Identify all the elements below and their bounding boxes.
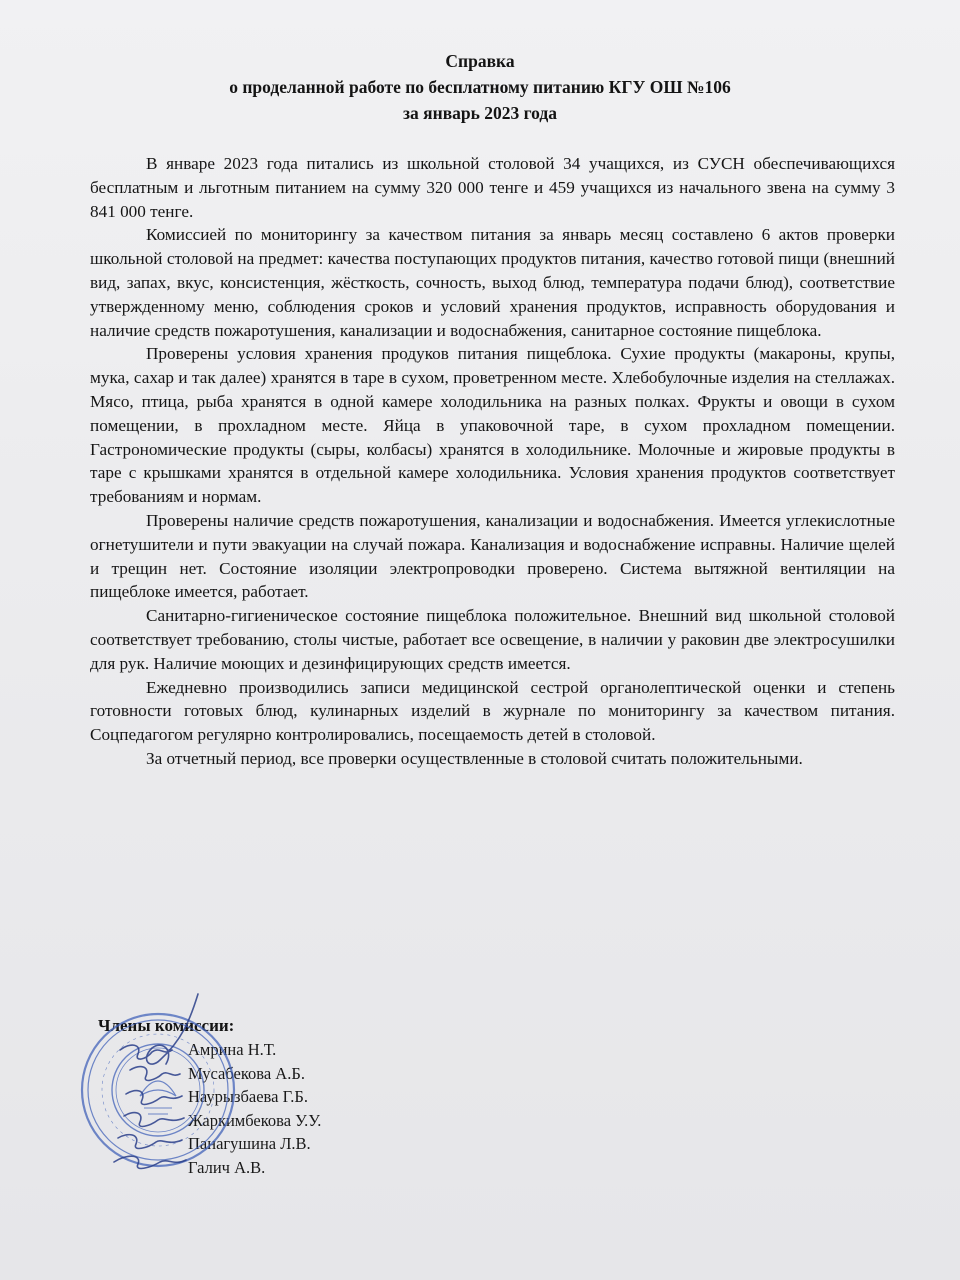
member-name: Мусабекова А.Б. xyxy=(188,1063,305,1083)
paragraph-daily-records: Ежедневно производились записи медицинской сестрой органолептической оценки и степень готовности готовых блюд, кулинарных изделий в журнале по мониторингу за качеством питания. Соцпедагогом регулярно контролировались, посещаемость детей в столовой. xyxy=(90,677,895,745)
paragraph-storage-conditions: Проверены условия хранения продуков питания пищеблока. Сухие продукты (макароны, крупы, мука, сахар и так далее) хранятся в таре в сухом, проветренном месте. Хлебобулочные изделия на стеллажах. Мясо, птица, рыба хранятся в одной камере холодильника на разных полках. Фрукты и овощи в сухом помещении, в прохладном месте. Яйца в упаковочной таре, в сухом прохладном помещении. Гастрономические продукты (сыры, колбасы) хранятся в холодильнике. Молочные и жировые продукты в таре с крышками хранятся в отдельной камере холодильника. Условия хранения продуктов соответствует требованиям и нормам. xyxy=(90,344,895,507)
member-name: Панагушина Л.В. xyxy=(188,1134,311,1154)
member-name: Жаркимбекова У.У. xyxy=(188,1110,322,1130)
member-name: Наурызбаева Г.Б. xyxy=(188,1087,308,1107)
paragraph-sanitary-state: Санитарно-гигиеническое состояние пищеблока положительное. Внешний вид школьной столовой соответствует требованию, столы чистые, работает все освещение, в наличии у раковин две электросушилки для рук. Наличие моющих и дезинфицирующих средств имеется. xyxy=(90,606,895,673)
paragraph-meals-summary: В январе 2023 года питались из школьной столовой 34 учащихся, из СУСН обеспечивающихся бесплатным и льготным питанием на сумму 320 000 тенге и 459 учащихся из начального звена на сумму 3 841 000 тенге. xyxy=(90,154,895,221)
member-name: Галич А.В. xyxy=(188,1157,266,1177)
document-period: за январь 2023 года xyxy=(402,103,557,123)
paragraph-conclusion: За отчетный период, все проверки осуществленные в столовой считать положительными. xyxy=(146,748,803,768)
commission-members-list xyxy=(188,1038,321,1180)
member-name: Амрина Н.Т. xyxy=(188,1040,277,1059)
document-body xyxy=(90,152,895,771)
document-title: Справка xyxy=(445,51,515,71)
paragraph-commission-inspections: Комиссией по мониторингу за качеством питания за январь месяц составлено 6 актов проверки школьной столовой на предмет: качества поступающих продуктов питания, качество готовой пищи (внешний вид, запах, вкус, консистенция, жёсткость, сочность, выход блюд, температура подачи блюд), соответствие утвержденному меню, соблюдения сроков и условий хранения продуктов, исправность оборудования и наличие средств пожаротушения, канализации и водоснабжения, санитарное состояние пищеблока. xyxy=(90,225,895,340)
document-subtitle: о проделанной работе по бесплатному питанию КГУ ОШ №106 xyxy=(229,77,731,97)
commission-members-heading: Члены комиссии: xyxy=(98,1016,235,1035)
paragraph-fire-safety: Проверены наличие средств пожаротушения, канализации и водоснабжения. Имеется углекислотные огнетушители и пути эвакуации на случай пожара. Канализация и водоснабжение исправны. Наличие щелей и трещин нет. Состояние изоляции электропроводки проверено. Система вытяжной вентиляции на пищеблоке имеется, работает. xyxy=(90,510,895,602)
